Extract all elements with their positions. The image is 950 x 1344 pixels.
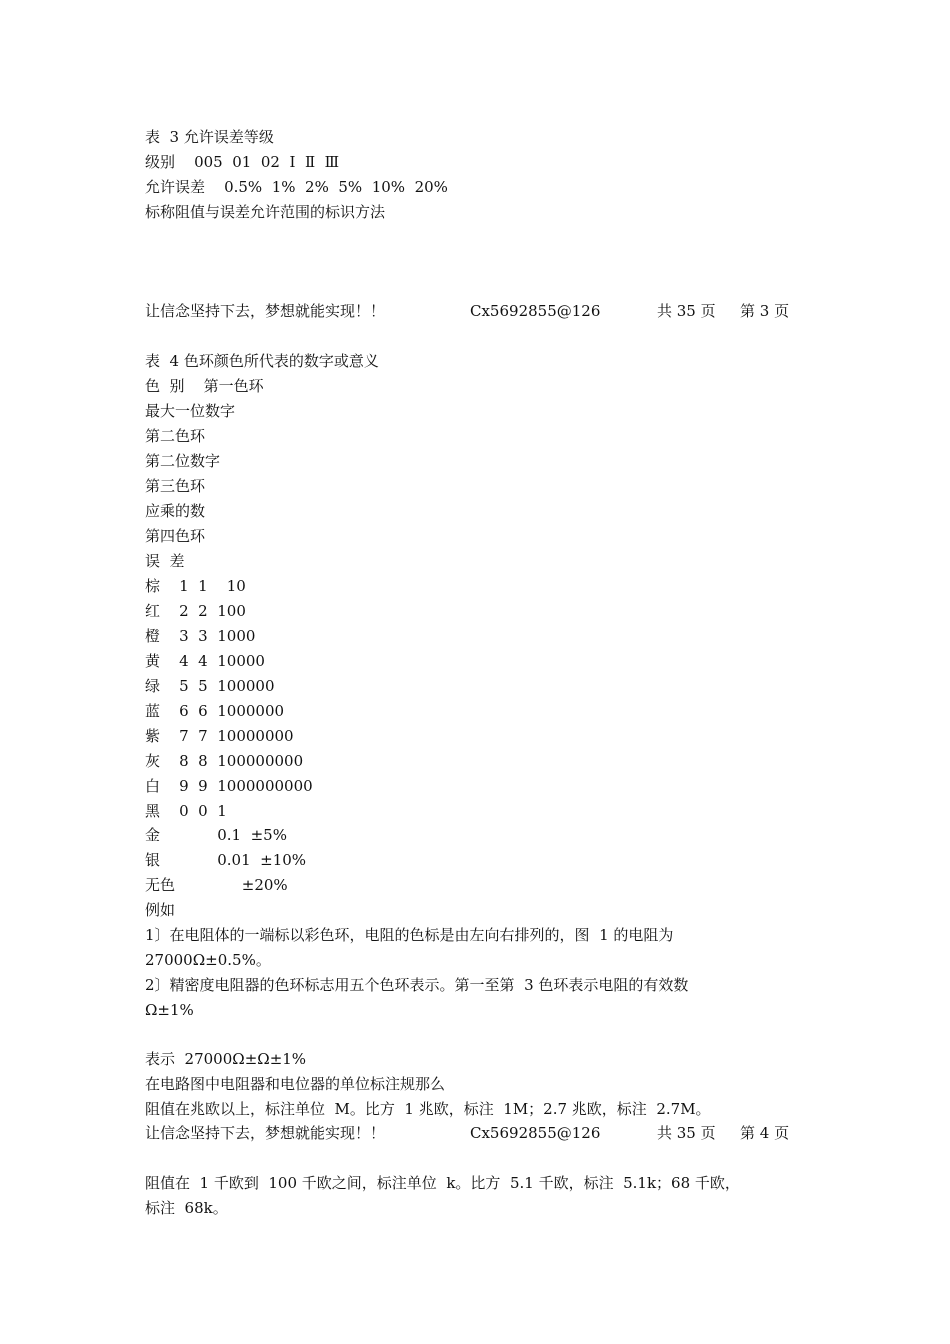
table3-title: 表 3 允许误差等级 [145,128,274,146]
color-row: 银 0.01 ±10% [145,851,307,869]
footer-email: Cx5692855@126 [470,1124,601,1142]
example1-line1: 1〕在电阻体的一端标以彩色环，电阻的色标是由左向右排列的，图 1 的电阻为 [145,926,674,944]
color-row: 黄 4 4 10000 [145,652,265,670]
color-row: 黑 0 0 1 [145,802,227,820]
rule-kilo-line1: 阻值在 1 千欧到 100 千欧之间，标注单位 k。比方 5.1 千欧，标注 5.1k；68 千欧， [145,1174,740,1192]
table3-row-grade: 级别 005 01 02 Ⅰ Ⅱ Ⅲ [145,153,340,171]
page-footer-4 [145,1123,805,1143]
example1-line2: 27000Ω±0.5%。 [145,951,271,969]
color-row: 无色 ±20% [145,876,288,894]
table4-header-line: 第二色环 [145,427,206,445]
table4-header-line: 应乘的数 [145,502,206,520]
color-row: 蓝 6 6 1000000 [145,702,285,720]
table4-header-line: 误 差 [145,552,185,570]
table4-header-line: 第四色环 [145,527,206,545]
color-row: 金 0.1 ±5% [145,826,287,844]
footer-email: Cx5692855@126 [470,302,601,320]
color-row: 橙 3 3 1000 [145,627,256,645]
color-row: 绿 5 5 100000 [145,677,275,695]
color-row: 灰 8 8 100000000 [145,752,304,770]
table4-header-line: 最大一位数字 [145,402,236,420]
represent-line: 表示 27000Ω±Ω±1% [145,1050,307,1068]
footer-motto: 让信念坚持下去，梦想就能实现！！ [145,302,386,320]
footer-page-number: 第 3 页 [740,302,790,320]
color-row: 棕 1 1 10 [145,577,246,595]
rule-mega: 阻值在兆欧以上，标注单位 M。比方 1 兆欧，标注 1M；2.7 兆欧，标注 2.7M。 [145,1100,711,1118]
table3-row-tolerance: 允许误差 0.5% 1% 2% 5% 10% 20% [145,178,448,196]
unit-rules-title: 在电路图中电阻器和电位器的单位标注规那么 [145,1075,446,1093]
color-row: 红 2 2 100 [145,602,246,620]
example2-line1: 2〕精密度电阻器的色环标志用五个色环表示。第一至第 3 色环表示电阻的有效数 [145,976,689,994]
table4-header-line: 色 别 第一色环 [145,377,264,395]
example-label: 例如 [145,901,176,919]
footer-motto: 让信念坚持下去，梦想就能实现！！ [145,1124,386,1142]
footer-total-pages: 共 35 页 [657,1124,716,1142]
color-row: 紫 7 7 10000000 [145,727,294,745]
marking-method-subtitle: 标称阻值与误差允许范围的标识方法 [145,203,386,221]
page-footer-3 [145,301,805,321]
footer-page-number: 第 4 页 [740,1124,790,1142]
table4-header-line: 第三色环 [145,477,206,495]
example2-line2: Ω±1% [145,1001,194,1019]
rule-kilo-line2: 标注 68k。 [145,1199,228,1217]
table4-header-line: 第二位数字 [145,452,221,470]
color-row: 白 9 9 1000000000 [145,777,313,795]
footer-total-pages: 共 35 页 [657,302,716,320]
table4-title: 表 4 色环颜色所代表的数字或意义 [145,352,379,370]
